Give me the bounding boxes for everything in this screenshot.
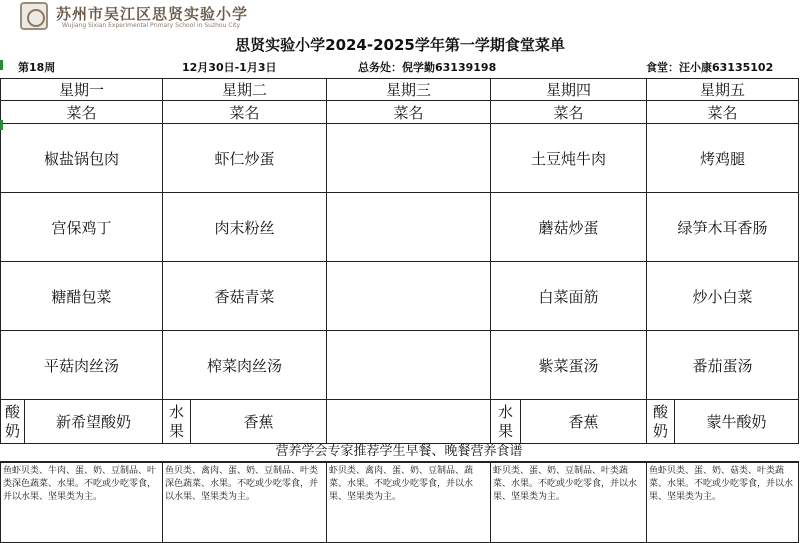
- col-header: 菜名: [163, 101, 327, 124]
- table-row: [1, 124, 799, 193]
- canteen-contact: 食堂：汪小康63135102: [646, 61, 774, 74]
- dish-cell: 白菜面筋: [491, 262, 647, 331]
- extra-item-tuesday: 香蕉: [191, 400, 327, 444]
- menu-table: [0, 78, 799, 444]
- extra-item-friday: 蒙牛酸奶: [675, 400, 799, 444]
- extra-label-friday: 酸奶: [647, 400, 675, 444]
- general-affairs-contact: 总务处：倪学勤63139198: [358, 61, 497, 74]
- school-name-english: Wujiang Sixian Experimental Primary School in Suzhou City: [62, 22, 241, 29]
- menu-title: 思贤实验小学2024-2025学年第一学期食堂菜单: [235, 36, 565, 54]
- dish-cell: 榨菜肉丝汤: [163, 331, 327, 400]
- dish-cell: 蘑菇炒蛋: [491, 193, 647, 262]
- extra-item-thursday: 香蕉: [521, 400, 647, 444]
- dish-cell: 虾仁炒蛋: [163, 124, 327, 193]
- dish-cell: [327, 193, 491, 262]
- dish-cell: 香菇青菜: [163, 262, 327, 331]
- extra-label-thursday: 水果: [491, 400, 521, 444]
- extras-row: [1, 400, 799, 444]
- extra-label-tuesday: 水果: [163, 400, 191, 444]
- school-seal-icon: [20, 2, 48, 30]
- dish-cell: 糖醋包菜: [1, 262, 163, 331]
- dish-cell: 烤鸡腿: [647, 124, 799, 193]
- nutrition-title: 营养学会专家推荐学生早餐、晚餐营养食谱: [0, 443, 798, 463]
- dish-cell: 土豆炖牛肉: [491, 124, 647, 193]
- date-range: 12月30日-1月3日: [182, 61, 277, 74]
- week-label: 第18周: [18, 61, 56, 74]
- dish-cell: 绿笋木耳香肠: [647, 193, 799, 262]
- col-header: 菜名: [647, 101, 799, 124]
- table-row: [1, 331, 799, 400]
- nutrition-cell-friday: 鱼虾贝类、蛋、奶、菇类、叶类蔬菜、水果。不吃或少吃零食，并以水果、坚果类为主。: [647, 462, 799, 543]
- dish-cell: [327, 262, 491, 331]
- cell-marker-icon: [0, 120, 3, 130]
- extra-label-monday: 酸奶: [1, 400, 25, 444]
- table-row: [1, 193, 799, 262]
- nutrition-table: [0, 461, 799, 543]
- day-tuesday: 星期二: [163, 79, 327, 101]
- extra-item-monday: 新希望酸奶: [25, 400, 163, 444]
- table-row: [1, 262, 799, 331]
- cell-marker-icon: [0, 60, 3, 70]
- nutrition-cell-thursday: 虾贝类、蛋、奶、豆制品、叶类蔬菜、水果。不吃或少吃零食，并以水果、坚果类为主。: [491, 462, 647, 543]
- dish-name-header-row: [1, 101, 799, 124]
- dish-cell: [327, 124, 491, 193]
- dish-cell: [327, 331, 491, 400]
- school-name-logo: 苏州市吴江区思贤实验小学: [56, 5, 249, 23]
- dish-cell: 肉末粉丝: [163, 193, 327, 262]
- day-wednesday: 星期三: [327, 79, 491, 101]
- nutrition-cell-wednesday: 虾贝类、禽肉、蛋、奶、豆制品、蔬菜、水果。不吃或少吃零食，并以水果、坚果类为主。: [327, 462, 491, 543]
- dish-cell: 宫保鸡丁: [1, 193, 163, 262]
- day-thursday: 星期四: [491, 79, 647, 101]
- col-header: 菜名: [1, 101, 163, 124]
- col-header: 菜名: [327, 101, 491, 124]
- day-monday: 星期一: [1, 79, 163, 101]
- extra-item-wednesday: [327, 400, 491, 444]
- nutrition-cell-monday: 鱼虾贝类、牛肉、蛋、奶、豆制品、叶类深色蔬菜、水果。不吃或少吃零食，并以水果、坚果类为主。: [1, 462, 163, 543]
- school-header: [0, 0, 800, 34]
- col-header: 菜名: [491, 101, 647, 124]
- day-friday: 星期五: [647, 79, 799, 101]
- dish-cell: 番茄蛋汤: [647, 331, 799, 400]
- dish-cell: 炒小白菜: [647, 262, 799, 331]
- dish-cell: 平菇肉丝汤: [1, 331, 163, 400]
- table-row: [1, 462, 799, 543]
- nutrition-cell-tuesday: 鱼贝类、禽肉、蛋、奶、豆制品、叶类深色蔬菜、水果。不吃或少吃零食，并以水果、坚果类为主。: [163, 462, 327, 543]
- dish-cell: 椒盐锅包肉: [1, 124, 163, 193]
- dish-cell: 紫菜蛋汤: [491, 331, 647, 400]
- day-header-row: [1, 79, 799, 101]
